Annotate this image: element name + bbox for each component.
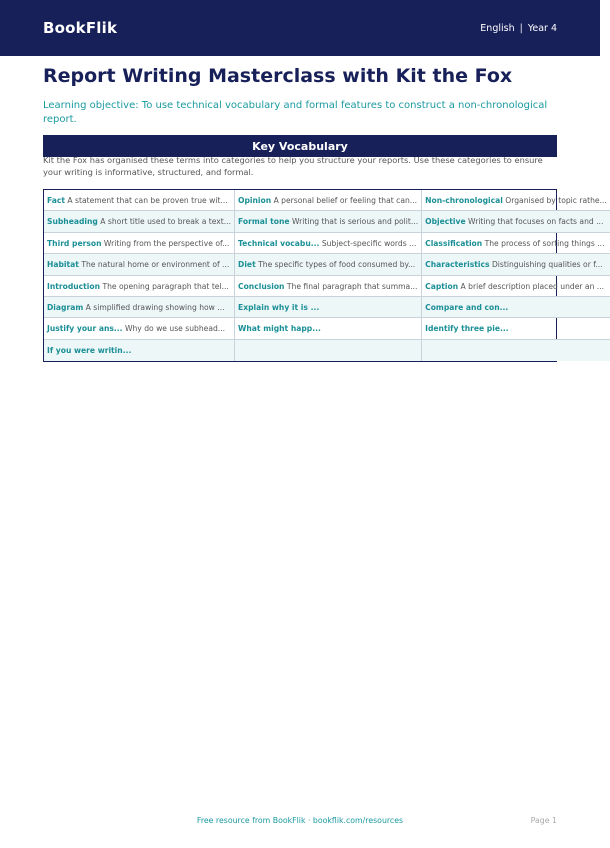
vocab-term: Introduction <box>47 281 101 291</box>
learning-objective: Learning objective: To use technical vocabulary and formal features to construct a non-chronological report. <box>43 100 548 125</box>
vocabulary-intro: Kit the Fox has organised these terms into categories to help you structure your reports. Use these categories to ensure your writing is informative, structured, and formal. <box>43 155 543 177</box>
vocab-term: Non-chronological <box>425 196 503 205</box>
page-number: Page 1 <box>530 816 557 825</box>
header-meta <box>480 23 557 34</box>
vocab-cell <box>422 190 610 211</box>
question-cell <box>235 318 422 339</box>
question-cell <box>235 297 422 318</box>
empty-cell <box>422 340 610 361</box>
question-cell <box>422 297 610 318</box>
vocab-cell <box>235 254 422 275</box>
vocab-term: Diet <box>238 260 256 270</box>
vocab-definition: Writing from the perspective of... <box>103 238 230 248</box>
vocab-cell <box>235 276 422 297</box>
vocab-definition: Organised by topic rathe... <box>505 196 607 205</box>
vocab-cell <box>422 233 610 254</box>
vocab-cell <box>44 233 235 254</box>
vocab-term: Classification <box>425 238 483 248</box>
question-prompt: What might happ... <box>238 324 321 334</box>
top-header-bar <box>0 0 600 56</box>
vocab-cell <box>235 211 422 232</box>
vocab-term: Technical vocabu... <box>238 238 320 248</box>
empty-cell <box>235 340 422 361</box>
vocab-cell <box>44 190 235 211</box>
question-prompt: Justify your ans... <box>47 324 123 334</box>
vocab-definition: A brief description placed under an ... <box>460 281 605 291</box>
question-cell <box>44 318 235 339</box>
vocab-cell <box>422 276 610 297</box>
vocab-term: Conclusion <box>238 281 285 291</box>
vocab-definition: A statement that can be proven true wit... <box>67 196 228 205</box>
year-label: Year 4 <box>527 22 557 34</box>
vocab-cell <box>235 190 422 211</box>
vocab-definition: A simplified drawing showing how ... <box>85 302 225 312</box>
vocab-term: Characteristics <box>425 260 490 270</box>
vocab-cell <box>44 276 235 297</box>
vocab-cell <box>44 211 235 232</box>
key-vocabulary-heading: Key Vocabulary <box>43 135 557 157</box>
vocab-cell <box>422 211 610 232</box>
vocab-term: Subheading <box>47 217 98 227</box>
vocab-definition: A short title used to break a text... <box>100 217 232 227</box>
question-prompt: Explain why it is ... <box>238 302 320 312</box>
footer-credit[interactable]: Free resource from BookFlik · bookflik.com/resources <box>196 816 404 825</box>
vocab-term: Diagram <box>47 302 84 312</box>
vocab-definition: The specific types of food consumed by... <box>258 260 416 270</box>
vocab-definition: Distinguishing qualities or f... <box>491 260 603 270</box>
vocab-definition: The natural home or environment of ... <box>81 260 230 270</box>
vocab-definition: Writing that is serious and polit... <box>291 217 419 227</box>
question-cell <box>44 340 235 361</box>
vocab-definition: The process of sorting things ... <box>484 238 605 248</box>
vocab-term: Objective <box>425 217 466 227</box>
page-title: Report Writing Masterclass with Kit the Fox <box>43 65 513 87</box>
vocab-definition: The opening paragraph that tel... <box>102 281 229 291</box>
vocab-definition: A personal belief or feeling that can... <box>273 196 418 205</box>
vocabulary-table <box>43 189 607 362</box>
vocab-term: Caption <box>425 281 459 291</box>
vocab-definition: Writing that focuses on facts and ... <box>468 217 604 227</box>
meta-separator: | <box>519 22 523 34</box>
vocab-term: Habitat <box>47 260 79 270</box>
vocab-definition: Subject-specific words ... <box>321 238 417 248</box>
brand-logo-text[interactable]: BookFlik <box>43 19 118 37</box>
question-prompt: Compare and con... <box>425 302 509 312</box>
vocab-definition: The final paragraph that summa... <box>286 281 418 291</box>
subject-label: English <box>480 22 515 34</box>
question-text: Why do we use subhead... <box>124 324 226 334</box>
vocab-cell <box>235 233 422 254</box>
vocab-cell <box>422 254 610 275</box>
vocab-term: Third person <box>47 238 102 248</box>
question-prompt: Identify three pie... <box>425 324 509 334</box>
vocab-term: Formal tone <box>238 217 290 227</box>
vocab-cell <box>44 297 235 318</box>
question-prompt: If you were writin... <box>47 345 132 355</box>
vocab-term: Opinion <box>238 196 272 205</box>
question-cell <box>422 318 610 339</box>
vocab-cell <box>44 254 235 275</box>
vocab-term: Fact <box>47 196 65 205</box>
